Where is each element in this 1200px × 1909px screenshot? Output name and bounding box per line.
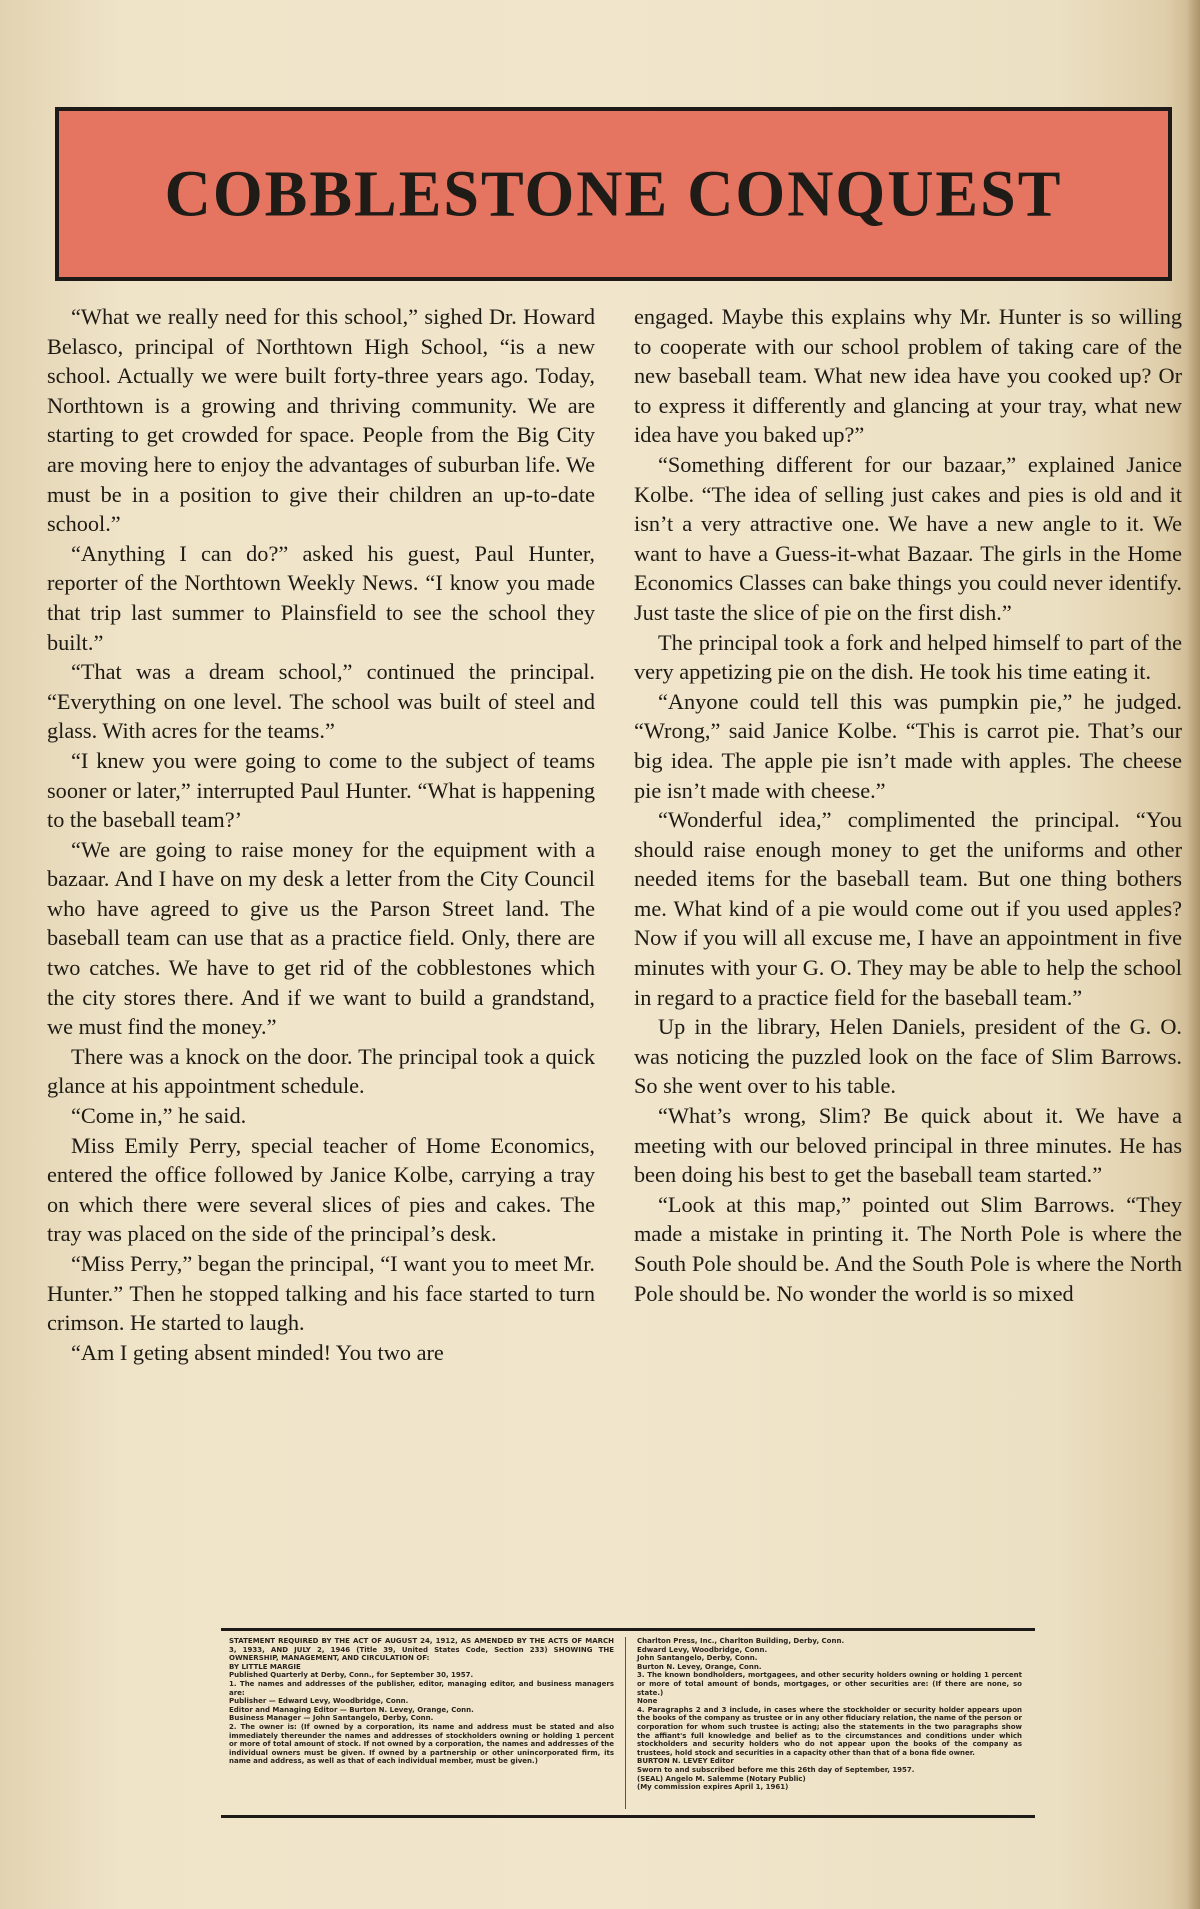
statement-line: (My commission expires April 1, 1961) (637, 1783, 789, 1792)
statement-line: 1. The names and addresses of the publisher, editor, managing editor, and business managers are: (229, 1679, 614, 1697)
paragraph: “That was a dream school,” continued the principal. “Everything on one level. The school was built of steel and glass. With acres for the teams.” (47, 659, 595, 744)
statement-line: Publisher — Edward Levy, Woodbridge, Conn. (229, 1697, 409, 1706)
paragraph: “Wonderful idea,” complimented the principal. “You should raise enough money to get the uniforms and other needed items for the baseball team. But one thing bothers me. What kind of a pie would come out if you used apples? Now if you will all excuse me, I have an appointment in five minutes with your G. O. They may be able to help the school in regard to a practice field for the baseball team.” (634, 807, 1182, 1010)
statement-line: 3. The known bondholders, mortgagees, and other security holders owning or holding 1 percent or more of total amount of bonds, mortgages, or other securities are: (If there are none, so state.) (637, 1671, 1022, 1697)
story-title: COBBLESTONE CONQUEST (164, 157, 1063, 230)
left-text-column (47, 302, 595, 1367)
statement-line: Charlton Press, Inc., Charlton Building, Derby, Conn. (637, 1637, 845, 1645)
statement-line: 2. The owner is: (If owned by a corporation, its name and address must be stated and also immediately thereunder the names and addresses of stockholders owning or holding 1 percent or more of total amount of stock. If not owned by a corporation, the names and addresses of the individual owners must be given. If owned by a partnership or other unincorporated firm, its name and address, as well as that of each individual member, must be given.) (229, 1722, 614, 1766)
statement-line: John Santangelo, Derby, Conn. (637, 1654, 758, 1663)
paragraph: There was a knock on the door. The principal took a quick glance at his appointment schedule. (47, 1043, 595, 1099)
statement-line: Edward Levy, Woodbridge, Conn. (637, 1645, 768, 1654)
paragraph: “What’s wrong, Slim? Be quick about it. We have a meeting with our beloved principal in three minutes. He has been doing his best to get the baseball team started.” (634, 1103, 1182, 1188)
paragraph: “Miss Perry,” began the principal, “I want you to meet Mr. Hunter.” Then he stopped talking and his face started to turn crimson. He started to laugh. (47, 1251, 595, 1336)
statement-line: STATEMENT REQUIRED BY THE ACT OF AUGUST 24, 1912, AS AMENDED BY THE ACTS OF MARCH 3, 1933, AND JULY 2, 1946 (Title 39, United States Code, Section 233) SHOWING THE OWNERSHIP, MANAGEMENT, AND CIRCULATION OF: (229, 1637, 614, 1663)
statement-right-column (637, 1637, 1022, 1792)
statement-line: Business Manager — John Santangelo, Derby, Conn. (229, 1714, 434, 1723)
statement-line: Sworn to and subscribed before me this 26th day of September, 1957. (637, 1765, 915, 1774)
ownership-statement (221, 1628, 1035, 1818)
paragraph: “Something different for our bazaar,” explained Janice Kolbe. “The idea of selling just cakes and pies is old and it isn’t a very attractive one. We have a new angle to it. We want to have a Guess-it-what Bazaar. The girls in the Home Economics Classes can bake things you could never identify. Just taste the slice of pie on the first dish.” (634, 451, 1182, 625)
statement-line: BURTON N. LEVEY Editor (637, 1757, 734, 1766)
page-edge-shadow (1186, 0, 1200, 1909)
statement-divider (625, 1637, 626, 1809)
paragraph: “What we really need for this school,” sighed Dr. Howard Belasco, principal of Northtown High School, “is a new school. Actually we were built forty-three years ago. Today, Northtown is a growing and thriving community. We are starting to get crowded for space. People from the Big City are moving here to enjoy the advantages of suburban life. We must be in a position to give their children an up-to-date school.” (47, 304, 595, 537)
paragraph: Miss Emily Perry, special teacher of Home Economics, entered the office followed by Janice Kolbe, carrying a tray on which there were several slices of pies and cakes. The tray was placed on the side of the principal’s desk. (47, 1132, 595, 1247)
paragraph: Up in the library, Helen Daniels, president of the G. O. was noticing the puzzled look on the face of Slim Barrows. So she went over to his table. (634, 1014, 1182, 1099)
paragraph: “I knew you were going to come to the subject of teams sooner or later,” interrupted Paul Hunter. “What is happening to the baseball team?’ (47, 747, 595, 833)
paragraph: “Anything I can do?” asked his guest, Paul Hunter, reporter of the Northtown Weekly News. “I know you made that trip last summer to Plainsfield to see the school they built.” (47, 540, 595, 655)
statement-line: 4. Paragraphs 2 and 3 include, in cases where the stockholder or security holder appears upon the books of the company as trustee or in any other fiduciary relation, the name of the person or corporation for whom such trustee is acting; also the statements in the two paragraphs show the affiant's full knowledge and belief as to the circumstances and conditions under which stockholders and security holders who do not appear upon the books of the company as trustees, hold stock and securities in a capacity other than that of a bona fide owner. (637, 1705, 1022, 1757)
paragraph: “Anyone could tell this was pumpkin pie,” he judged. “Wrong,” said Janice Kolbe. “This is carrot pie. That’s our big idea. The apple pie isn’t made with apples. The cheese pie isn’t made with cheese.” (634, 688, 1182, 803)
paragraph: The principal took a fork and helped himself to part of the very appetizing pie on the dish. He took his time eating it. (634, 629, 1182, 685)
statement-line: Burton N. Levey, Orange, Conn. (637, 1662, 762, 1671)
right-text-column (634, 302, 1182, 1308)
paragraph: “Look at this map,” pointed out Slim Barrows. “They made a mistake in printing it. The North Pole is where the South Pole should be. And the South Pole is where the North Pole should be. No wonder the world is so mixed (634, 1191, 1182, 1306)
statement-line: Published Quarterly at Derby, Conn., for September 30, 1957. (229, 1671, 474, 1680)
paragraph-continuation: engaged. Maybe this explains why Mr. Hunter is so willing to cooperate with our school problem of taking care of the new baseball team. What new idea have you cooked up? Or to express it differently and glancing at your tray, what new idea have you baked up?” (634, 304, 1182, 448)
title-banner (55, 107, 1172, 281)
statement-line: Editor and Managing Editor — Burton N. Levey, Orange, Conn. (229, 1705, 474, 1714)
statement-line: BY LITTLE MARGIE (229, 1662, 301, 1671)
paragraph: “We are going to raise money for the equipment with a bazaar. And I have on my desk a letter from the City Council who have agreed to give us the Parson Street land. The baseball team can use that as a practice field. Only, there are two catches. We have to get rid of the cobblestones which the city stores there. And if we want to build a grandstand, we must find the money.” (47, 836, 595, 1040)
statement-left-column (229, 1637, 614, 1766)
statement-line: (SEAL) Angelo M. Salemme (Notary Public) (637, 1774, 806, 1783)
statement-line: None (637, 1697, 658, 1706)
paragraph: “Come in,” he said. (71, 1103, 247, 1129)
paragraph: “Am I geting absent minded! You two are (71, 1339, 444, 1365)
